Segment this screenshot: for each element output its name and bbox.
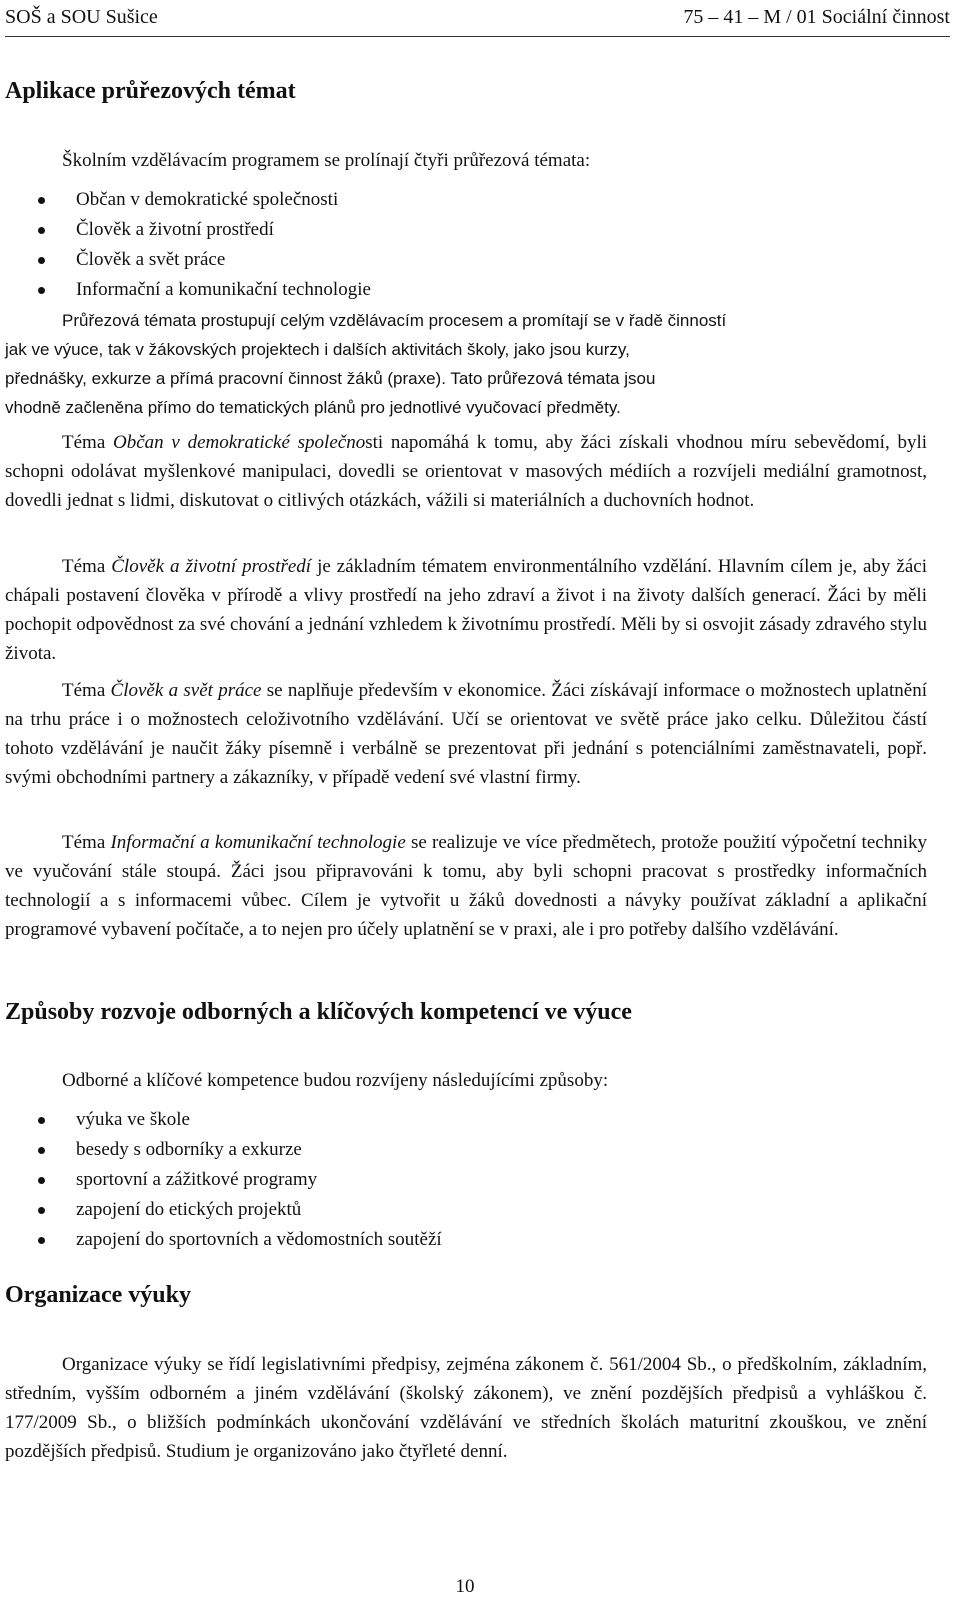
section-title-organization: Organizace výuky [5,1282,191,1308]
paragraph-theme-citizen: Téma Občan v demokratické společnosti napomáhá k tomu, aby žáci získali vhodnou míru sebevědomí, byli schopni odolávat myšlenkové manipulaci, dovedli se orientovat v masových médiích a rozvíjeli mediální gramotnost, dovedli jednat s lidmi, diskutovat o citlivých otázkách, vážili si materiálních a duchovních hodnot. [5,432,928,511]
list-item: sportovní a zážitkové programy [0,1165,442,1195]
bullet-icon [38,257,45,264]
header-program-code: 75 – 41 – M / 01 Sociální činnost [683,6,950,28]
bullet-icon [38,287,45,294]
themes-list [0,185,371,305]
bullet-icon [38,1207,45,1214]
header-divider [5,36,950,37]
paragraph-theme-work: Téma Člověk a svět práce se naplňuje především v ekonomice. Žáci získávají informace o možnostech uplatnění na trhu práce i o možnostech celoživotního vzdělávání. Učí se orientovat ve světě práce jako celku. Důležitou částí tohoto vzdělávání je naučit žáky písemně i verbálně se prezentovat při jednání s potenciálními zaměstnavateli, popř. svými obchodními partnery a zákazníky, v případě vedení své vlastní firmy. [5,680,927,788]
paragraph-theme-ict: Téma Informační a komunikační technologie se realizuje ve více předmětech, protože použití výpočetní techniky ve vyučování stále stoupá. Žáci jsou připravováni k tomu, aby byli schopni pracovat s prostředky informačních technologií a s informacemi vůbec. Cílem je vytvořit u žáků dovednosti a návyky používat základní a aplikační programové vybavení počítače, a to nejen pro účely uplatnění se v praxi, ale i pro potřeby dalšího vzdělávání. [5,832,927,940]
competences-list [0,1105,442,1255]
paragraph-organization: Organizace výuky se řídí legislativními předpisy, zejména zákonem č. 561/2004 Sb., o předškolním, základním, středním, vyšším odborném a jiném vzdělávání (školský zákonem), ve znění pozdějších předpisů a vyhláškou č. 177/2009 Sb., o bližších podmínkách ukončování vzdělávání ve středních školách maturitní zkouškou, ve znění pozdějších předpisů. Studium je organizováno jako čtyřleté denní. [5,1354,927,1462]
section-title-crosscutting-themes: Aplikace průřezových témat [5,78,296,104]
theme-name: Informační a komunikační technologie [110,832,406,853]
list-item: výuka ve škole [0,1105,442,1135]
theme-name: Občan v demokratické společno [113,432,366,453]
header-school-name: SOŠ a SOU Sušice [5,6,158,28]
theme-name: Člověk a svět práce [110,680,262,701]
list-item: Člověk a životní prostředí [0,215,371,245]
list-item: zapojení do sportovních a vědomostních soutěží [0,1225,442,1255]
bullet-icon [38,227,45,234]
bullet-icon [38,197,45,204]
list-item: zapojení do etických projektů [0,1195,442,1225]
section-intro: Odborné a klíčové kompetence budou rozvíjeny následujícími způsoby: [62,1070,609,1091]
list-item: Občan v demokratické společnosti [0,185,371,215]
theme-name: Člověk a životní prostředí [111,556,312,577]
section-title-competences: Způsoby rozvoje odborných a klíčových kompetencí ve výuce [5,999,632,1025]
bullet-icon [38,1177,45,1184]
bullet-icon [38,1117,45,1124]
bullet-icon [38,1237,45,1244]
section-intro: Školním vzdělávacím programem se prolínají čtyři průřezová témata: [62,150,591,171]
paragraph-theme-environment: Téma Člověk a životní prostředí je základním tématem environmentálního vzdělání. Hlavním cílem je, aby žáci chápali postavení člověka v přírodě a vlivy prostředí na jeho zdraví a život i na životy dalších generací. Žáci by měli pochopit odpovědnost za své chování a jednání vzhledem k životnímu prostředí. Měli by si osvojit zásady zdravého stylu života. [5,556,927,664]
bullet-icon [38,1147,45,1154]
page-number: 10 [455,1576,475,1597]
paragraph-themes-overview: Průřezová témata prostupují celým vzdělávacím procesem a promítají se v řadě činností jak ve výuce, tak v žákovských projektech i dalších aktivitách školy, jako jsou kurzy, přednášky, exkurze a přímá pracovní činnost žáků (praxe). Tato průřezová témata jsou vhodně začleněna přímo do tematických plánů pro jednotlivé vyučovací předměty. [5,311,727,417]
list-item: Informační a komunikační technologie [0,275,371,305]
list-item: besedy s odborníky a exkurze [0,1135,442,1165]
list-item: Člověk a svět práce [0,245,371,275]
page-header [5,2,950,32]
